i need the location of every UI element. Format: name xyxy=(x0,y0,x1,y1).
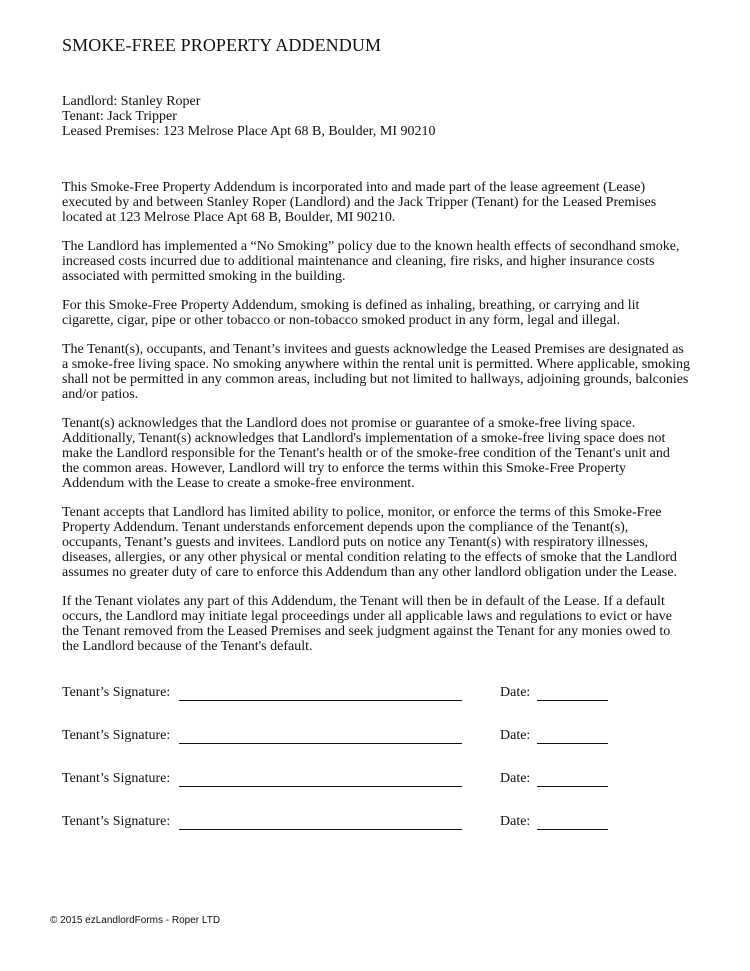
addendum-body xyxy=(62,180,690,668)
signature-row xyxy=(62,727,622,745)
paragraph-smoke-free-space: The Tenant(s), occupants, and Tenant’s invitees and guests acknowledge the Leased Premises are designated as a smoke-free living space. No smoking anywhere within the rental unit is permitted. Where applicable, smoking shall not be permitted in any common areas, including but not limited to hallways, adjoining grounds, balconies and/or patios. xyxy=(62,342,691,402)
signature-label: Tenant’s Signature: xyxy=(62,814,171,829)
paragraph-policy: The Landlord has implemented a “No Smoking” policy due to the known health effects of secondhand smoke, increased costs incurred due to additional maintenance and cleaning, fire risks, and higher insurance costs associated with permitted smoking in the building. xyxy=(62,239,680,284)
paragraph-definition: For this Smoke-Free Property Addendum, smoking is defined as inhaling, breathing, or carrying and lit cigarette, cigar, pipe or other tobacco or non-tobacco smoked product in any form, legal and illegal. xyxy=(62,298,640,328)
landlord-line: Landlord: Stanley Roper xyxy=(62,94,201,109)
parties-block xyxy=(62,94,436,139)
signature-row xyxy=(62,770,622,788)
paragraph-enforcement: Tenant accepts that Landlord has limited ability to police, monitor, or enforce the terms of this Smoke-Free Property Addendum. Tenant understands enforcement depends upon the compliance of the Tenant(s), occupants, Tenant’s guests and invitees. Landlord puts on notice any Tenant(s) with respiratory illnesses, diseases, allergies, or any other physical or mental condition relating to the effects of smoke that the Landlord assumes no greater duty of care to enforce this Addendum than any other landlord obligation under the Lease. xyxy=(62,505,678,580)
signature-line[interactable] xyxy=(179,743,462,744)
signature-line[interactable] xyxy=(179,700,462,701)
signature-label: Tenant’s Signature: xyxy=(62,728,171,743)
paragraph-default: If the Tenant violates any part of this Addendum, the Tenant will then be in default of the Lease. If a default occurs, the Landlord may initiate legal proceedings under all applicable laws and regulations to evict or have the Tenant removed from the Leased Premises and seek judgment against the Tenant for any monies owed to the Landlord because of the Tenant's default. xyxy=(62,594,672,654)
signature-line[interactable] xyxy=(179,829,462,830)
date-line[interactable] xyxy=(537,786,608,787)
copyright-footer: © 2015 ezLandlordForms - Roper LTD xyxy=(50,915,221,926)
signature-row xyxy=(62,684,622,702)
paragraph-incorporation: This Smoke-Free Property Addendum is incorporated into and made part of the lease agreement (Lease) executed by and between Stanley Roper (Landlord) and the Jack Tripper (Tenant) for the Leased Premises located at 123 Melrose Place Apt 68 B, Boulder, MI 90210. xyxy=(62,180,657,225)
premises-line: Leased Premises: 123 Melrose Place Apt 68 B, Boulder, MI 90210 xyxy=(62,124,436,139)
date-line[interactable] xyxy=(537,700,608,701)
tenant-line: Tenant: Jack Tripper xyxy=(62,109,177,124)
date-line[interactable] xyxy=(537,743,608,744)
signature-label: Tenant’s Signature: xyxy=(62,685,171,700)
date-label: Date: xyxy=(500,685,531,700)
date-label: Date: xyxy=(500,728,531,743)
date-label: Date: xyxy=(500,814,531,829)
date-line[interactable] xyxy=(537,829,608,830)
date-label: Date: xyxy=(500,771,531,786)
document-title: SMOKE-FREE PROPERTY ADDENDUM xyxy=(62,35,382,55)
signature-label: Tenant’s Signature: xyxy=(62,771,171,786)
signature-row xyxy=(62,813,622,831)
paragraph-no-guarantee: Tenant(s) acknowledges that the Landlord does not promise or guarantee of a smoke-free living space. Additionally, Tenant(s) acknowledges that Landlord's implementation of a smoke-free living space does not make the Landlord responsible for the Tenant's health or of the smoke-free condition of the Tenant's unit and the common areas. However, Landlord will try to enforce the terms within this Smoke-Free Property Addendum with the Lease to create a smoke-free environment. xyxy=(62,416,670,491)
signature-line[interactable] xyxy=(179,786,462,787)
